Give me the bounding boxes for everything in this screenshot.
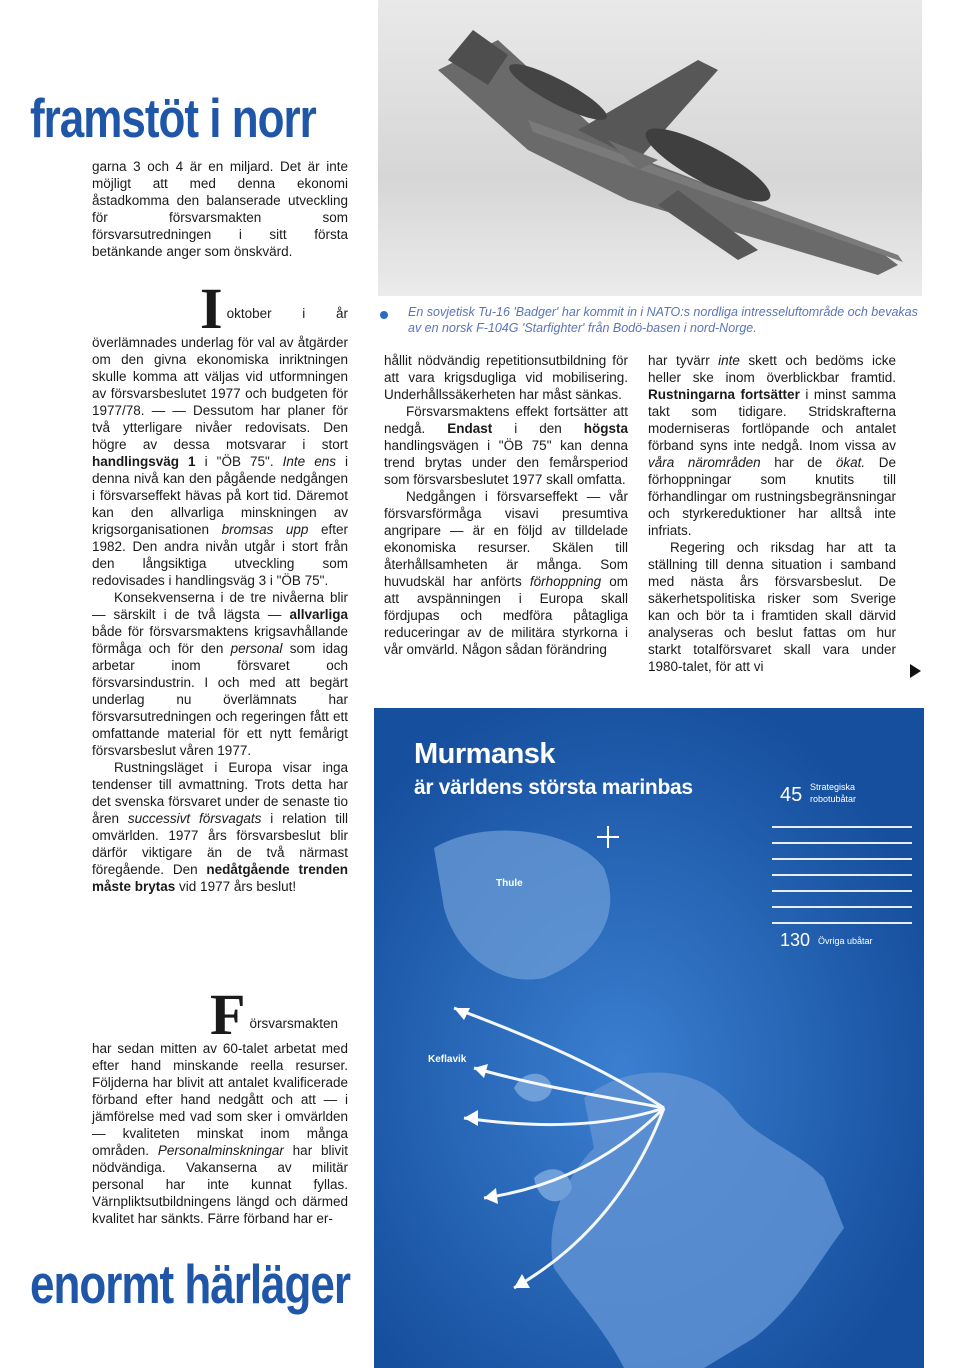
strategic-count: 45 bbox=[780, 784, 803, 806]
aircraft-illustration bbox=[378, 0, 922, 296]
column-1-top bbox=[92, 158, 348, 260]
paragraph: Rustningsläget i Europa visar inga tendenser till avmattning. Trots detta har det svenska försvaret under de senaste tio åren successivt försvagats i relation till omvärlden. 1977 års försvarsbeslut blir därför viktigare än de två närmast föregående. Den nedåtgående trenden måste brytas vid 1977 års beslut! bbox=[92, 760, 349, 894]
column-1-main bbox=[92, 276, 349, 895]
column-2 bbox=[384, 352, 628, 658]
drop-cap: F bbox=[210, 982, 246, 1047]
paragraph: Konsekvenserna i de tre nivåerna blir — särskilt i de två lägsta — allvarliga både för försvarsmaktens krigsavhållande förmåga och för den personal som idag arbetar inom försvaret och försvarsindustrin. I och med att begärt underlag nu överlämnats har försvarsutredningen och regeringen fått ett omfattande material för ett nytt femårigt försvarsbeslut våren 1977. bbox=[92, 590, 348, 758]
bottom-headline: enormt härläger bbox=[30, 1254, 350, 1316]
paragraph: har tyvärr inte skett och bedöms icke heller ske inom överblickbar framtid. Rustningarna fortsätter i minst samma takt som tidigare. Stridskrafterna moderniseras fortlöpande och antalet förband syns inte nedgå. Inom vissa av våra närområden har de ökat. De förhoppningar som knutits till förhandlingar om rustningsbegränsningar och styrkereduktioner har alltså inte infriats. bbox=[648, 353, 897, 538]
paragraph: Försvarsmaktens effekt fortsätter att nedgå. Endast i den högsta handlingsvägen i "ÖB 75" kan denna trend brytas under den femårsperiod som försvarsbeslutet 1977 skall omfatta. bbox=[384, 404, 628, 487]
paragraph: Ioktober i år överlämnades underlag för val av åtgärder om den givna ekonomiska inriktningen skulle komma att väljas vid utformningen av försvarsbeslutet 1977 och budgeten för 1977/78. — — Dessutom har planer för två ytterligare nivåer redovisats. Den högre av dessa motsvarar i stort handlingsväg 1 i "ÖB 75". Inte ens i denna nivå kan den pågående nedgången i försvarseffekt hävas på kort tid. Däremot kan den allvarliga minskningen av krigsorganisationen bromsas upp efter 1982. Den andra nivån utgår i stort från den långsiktiga utveckling som redovisades i handlingsväg 3 i "ÖB 75". bbox=[92, 276, 349, 588]
paragraph: Regering och riksdag har att ta ställning till denna situation i samband med nästa års försvarsbeslut. De säkerhetspolitiska risker som Sverige kan och bör ta i framtiden skall därvid analyseras och beslut fattas om hur starkt totalförsvaret skall vara under 1980-talet, för att vi bbox=[648, 540, 896, 674]
submarine-grid bbox=[772, 816, 912, 926]
paragraph: Försvarsmakten har sedan mitten av 60-talet arbetat med efter hand minskande reella resurser. Följderna har blivit att antalet kvalificerade förband efter hand nedgått och att — i jämförelse med vad som sker i omvärlden — kvaliteten minskat inom många områden. Personalminskningar har blivit nödvändiga. Vakanserna av militär personal har inte kunnat fyllas. Värnpliktsutbildningens längd och därmed kvalitet har sänkts. Färre förband har er- bbox=[92, 982, 348, 1226]
strategic-label-1: Strategiska bbox=[810, 782, 856, 792]
aircraft-photo bbox=[378, 0, 922, 296]
strategic-label-2: robotubåtar bbox=[810, 794, 857, 804]
continue-arrow-icon bbox=[910, 664, 921, 678]
map-title: Murmansk bbox=[414, 738, 556, 770]
other-count: 130 bbox=[780, 930, 811, 950]
place-thule: Thule bbox=[496, 878, 523, 889]
murmansk-map bbox=[374, 708, 924, 1368]
caption-bullet bbox=[380, 311, 388, 319]
paragraph: garna 3 och 4 är en miljard. Det är inte möjligt att med denna ekonomi åstadkomma den balanserade utveckling för försvarsmakten som försvarsutredningen i sitt första betänkande anger som önskvärd. bbox=[92, 159, 348, 259]
photo-caption: En sovjetisk Tu-16 'Badger' har kommit in i NATO:s nordliga intresseluftområde och bevakas av en norsk F-104G 'Starfighter' från Bodö-basen i nord-Norge. bbox=[408, 305, 918, 335]
map-graphic bbox=[374, 708, 924, 1368]
paragraph: Nedgången i försvarseffekt — vår försvarsförmåga visavi presumtiva angripare — är en följd av tilldelade ekonomiska resurser. Skälen till återhållsamheten är många. Som huvudskäl har anförts förhoppning om att avspänningen i Europa skall fördjupas och medföra påtagliga reduceringar av de militära styrkorna i vår omvärld. Någon sådan förändring bbox=[384, 489, 628, 657]
place-keflavik: Keflavik bbox=[428, 1054, 467, 1065]
paragraph: hållit nödvändig repetitionsutbildning för att vara krigsdugliga vid mobilisering. Underhållssäkerheten har måst sänkas. bbox=[384, 353, 628, 402]
map-subtitle: är världens största marinbas bbox=[414, 776, 693, 799]
column-1-bottom bbox=[92, 982, 348, 1227]
drop-cap: I bbox=[200, 276, 223, 341]
other-label: Övriga ubåtar bbox=[818, 936, 873, 946]
column-3 bbox=[648, 352, 896, 675]
page-title: framstöt i norr bbox=[30, 88, 316, 150]
